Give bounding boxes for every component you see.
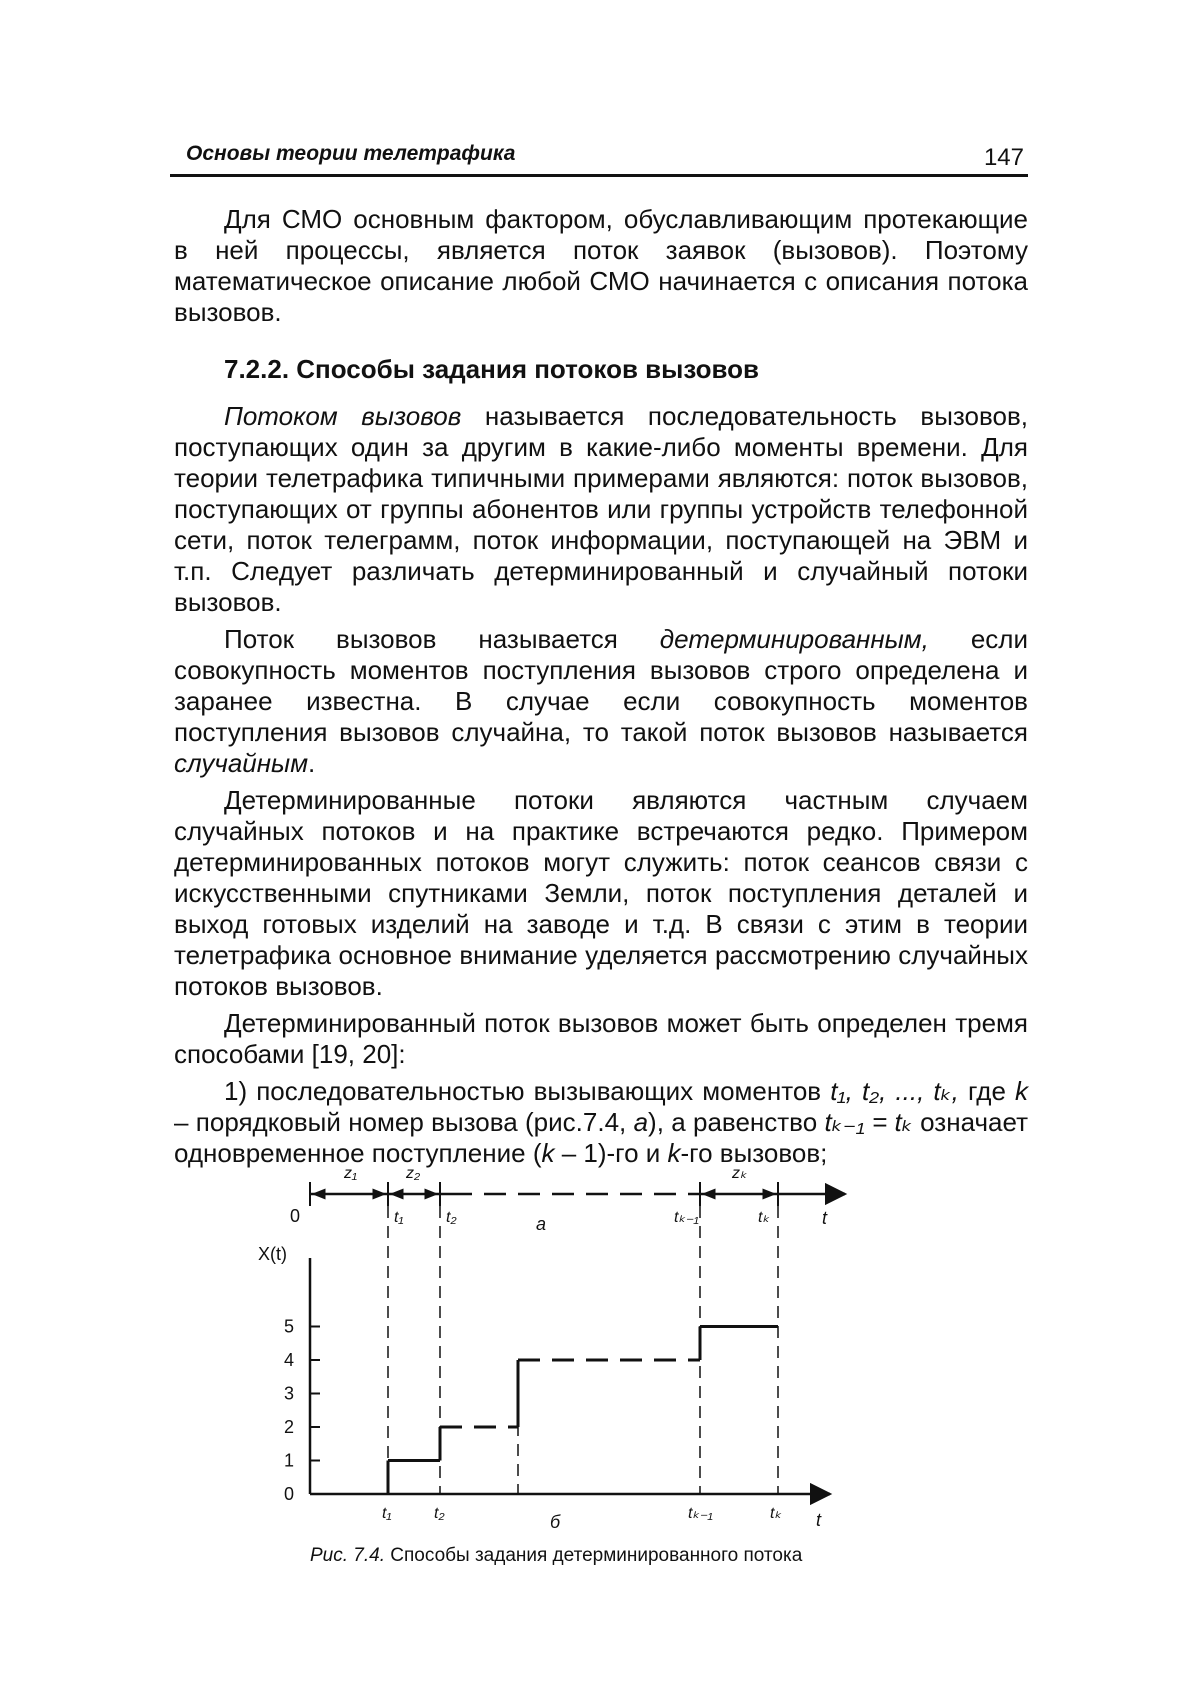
panel-b-t1: t₁ <box>382 1505 392 1522</box>
panel-b-t2: t₂ <box>434 1505 445 1522</box>
panel-b-ylabel: X(t) <box>258 1244 287 1264</box>
ytick-label-2: 2 <box>284 1417 295 1437</box>
panel-a-origin: 0 <box>290 1206 301 1226</box>
figure-caption <box>310 1545 910 1567</box>
running-title: Основы теории телетрафика <box>186 142 516 165</box>
text-run: -го вызовов; <box>680 1138 828 1168</box>
ytick-label-1: 1 <box>284 1450 295 1471</box>
text-run: 1) последовательностью вызывающих моментов <box>224 1076 831 1106</box>
term-random: случайным <box>174 748 309 778</box>
paragraph-methods: Детерминированный поток вызовов может быть определен тремя способами [19, 20]: <box>174 1008 1028 1069</box>
paragraph-method-1 <box>174 1076 1028 1169</box>
paragraph-deterministic <box>174 624 1028 779</box>
paragraph-definition <box>174 401 1028 618</box>
panel-b-yticks <box>284 1317 320 1505</box>
panel-a-label: а <box>536 1214 547 1234</box>
body-text <box>174 204 1028 1169</box>
panel-b-axis-label: t <box>816 1510 822 1530</box>
page-number: 147 <box>983 144 1024 171</box>
text-run: ), а равенство <box>648 1107 825 1137</box>
paragraph-intro: Для СМО основным фактором, обуславливающим протекающие в ней процессы, является поток заявок (вызовов). Поэтому математическое описание любой СМО начинается с описания потока вызовов. <box>174 204 1028 327</box>
panel-a-t1: t₁ <box>394 1209 404 1226</box>
panel-b <box>258 1206 830 1532</box>
panel-a-tk: tₖ <box>758 1209 770 1226</box>
ytick-label-5: 5 <box>284 1316 295 1337</box>
panel-a-t2: t₂ <box>446 1209 457 1226</box>
step-series <box>388 1327 778 1495</box>
paragraph-examples: Детерминированные потоки являются частным случаем случайных потоков и на практике встречаются редко. Примером детерминированных потоков могут служить: поток сеансов связи с искусственными спутниками Земли, поток поступления деталей и выход готовых изделий на заводе и т.д. В связи с этим в теории телетрафика основное внимание уделяется рассмотрению случайных потоков вызовов. <box>174 785 1028 1001</box>
text-run: Поток вызовов называется <box>224 624 660 654</box>
formula-sequence: t₁, t₂, ..., tₖ, <box>830 1076 959 1106</box>
section-heading: 7.2.2. Способы задания потоков вызовов <box>224 354 760 384</box>
ytick-label-3: 3 <box>284 1383 295 1404</box>
formula-k: k <box>1015 1076 1028 1106</box>
figure-ref-a: а <box>633 1107 649 1137</box>
text-run: – 1)-го и <box>554 1138 668 1168</box>
text-run: если совокупность моментов поступления вызовов строго определена и заранее известна. В случае если совокупность моментов поступления вызовов случайна, то такой поток вызовов называется <box>174 624 1028 747</box>
interval-zk-label: zₖ <box>732 1165 747 1182</box>
term-call-flow: Потоком вызовов <box>224 401 462 431</box>
term-deterministic: детерминированным, <box>659 624 929 654</box>
panel-b-label: б <box>550 1512 561 1532</box>
running-header <box>186 142 1026 172</box>
caption-text: Способы задания детерминированного потока <box>385 1545 803 1566</box>
panel-a-tk-1: tₖ₋₁ <box>674 1209 699 1226</box>
interval-z1-label: z₁ <box>344 1165 358 1182</box>
text-run: где <box>958 1076 1015 1106</box>
text-run: – порядковый номер вызова (рис.7.4, <box>174 1107 634 1137</box>
formula-k: k <box>541 1138 555 1168</box>
panel-a-axis-label: t <box>822 1208 828 1228</box>
panel-b-tk: tₖ <box>770 1505 782 1522</box>
paragraph-definition-text: называется последовательность вызовов, поступающих один за другим в какие-либо моменты времени. Для теории телетрафика типичными примерами являются: поток вызовов, поступающих от группы абонентов или группы устройств телефонной сети, поток телеграмм, поток информации, поступающей на ЭВМ и т.п. Следует различать детерминированный и случайный потоки вызовов. <box>174 401 1028 617</box>
ytick-label-0: 0 <box>284 1484 295 1504</box>
text-run: . <box>308 748 316 778</box>
interval-z2-label: z₂ <box>406 1165 421 1182</box>
formula-equality: tₖ₋₁ = tₖ <box>824 1107 913 1137</box>
caption-number: Рис. 7.4. <box>310 1545 385 1566</box>
text-run: означает одновременное поступление ( <box>174 1107 1028 1168</box>
ytick-label-4: 4 <box>284 1350 295 1370</box>
panel-b-tk-1: tₖ₋₁ <box>688 1505 713 1522</box>
panel-a <box>290 1165 845 1234</box>
figure-7-4 <box>258 1164 910 1544</box>
formula-k: k <box>667 1138 681 1168</box>
header-rule <box>170 174 1028 177</box>
